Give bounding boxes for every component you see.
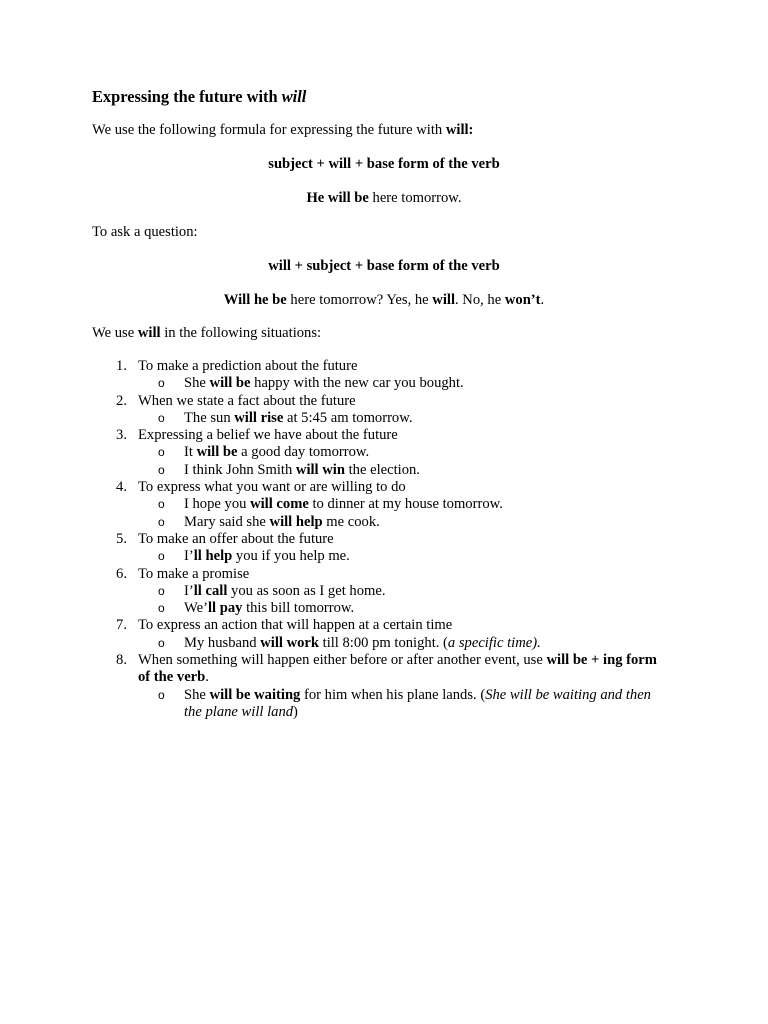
bullet-icon: o [158,445,165,460]
bullet-icon: o [158,462,165,477]
list-item [0,617,768,634]
example-sentence [0,410,768,427]
example-text-italic: a specific time). [447,634,541,651]
bullet-icon: o [158,687,165,702]
list-item-number: 3. [116,427,127,444]
list-item-label: To make a promise [138,565,250,582]
example-text [184,548,664,565]
example-sentence [0,514,768,531]
example-text [184,410,664,427]
example-text [184,444,664,461]
list-item-label: Expressing a belief we have about the future [138,427,398,444]
list-item-bold: will be + ing form of the verb [138,652,657,686]
situations-intro-t1: We use [92,325,138,341]
example-text-start: She [184,375,210,392]
example-text-start: We’ [184,600,208,617]
example-statement [0,190,768,207]
example-text-rest: the election. [344,461,420,478]
list-item-text [138,617,668,634]
list-item [0,652,768,687]
example-question-b1: Will he be [223,292,287,308]
example-text-start: I’ [184,548,194,565]
example-text-rest: a good day tomorrow. [237,444,370,461]
example-text [184,514,664,531]
question-intro: To ask a question: [92,224,198,240]
bullet-icon: o [158,410,165,425]
list-item-text [138,566,668,583]
example-text [184,496,664,513]
situations-intro [92,325,321,342]
bullet-icon: o [158,635,165,650]
list-item-number: 5. [116,530,127,547]
situations-intro-t2: in the following situations: [160,325,322,341]
example-sentence [0,600,768,617]
example-text [184,687,664,721]
list-item-label: To make an offer about the future [138,530,334,547]
list-item-number: 4. [116,479,127,496]
example-text-rest: till 8:00 pm tonight. ( [319,634,448,651]
list-item-text [138,358,668,375]
example-sentence [0,548,768,565]
example-text-bold: will win [295,461,345,478]
example-question-t1: here tomorrow? Yes, he [286,292,433,308]
example-text-start: She [184,686,210,703]
example-text-end: ) [293,703,298,720]
example-text-start: I hope you [184,496,251,513]
list-item-label: To make a prediction about the future [138,358,358,374]
example-text-start: The sun [184,409,235,426]
list-item [0,358,768,375]
example-text-italic: She will be waiting and then the plane will land [184,686,651,720]
example-text-bold: will be [196,444,238,461]
example-text-bold: ll pay [207,600,243,617]
example-text-start: My husband [184,634,261,651]
list-item-number: 1. [116,358,127,374]
list-item-text [138,427,668,444]
title-italic: will [281,87,307,106]
example-sentence [0,444,768,461]
example-text [184,462,664,479]
example-text-rest: at 5:45 am tomorrow. [283,409,413,426]
formula-question-text: will + subject + base form of the verb [268,258,500,274]
example-question [0,292,768,309]
intro-bold: will: [445,122,474,138]
example-text-bold: will be waiting [209,686,301,703]
example-statement-text: here tomorrow. [368,190,462,206]
example-text [184,635,664,652]
bullet-icon: o [158,514,165,529]
example-text-rest: you as soon as I get home. [227,582,386,599]
example-sentence [0,462,768,479]
title-text: Expressing the future with [92,87,282,106]
bullet-icon: o [158,601,165,616]
list-item-label: When we state a fact about the future [138,392,356,409]
list-item-end: . [205,669,209,686]
bullet-icon: o [158,376,165,391]
example-text-bold: will rise [234,409,284,426]
example-text [184,375,664,392]
list-item [0,479,768,496]
example-sentence [0,583,768,600]
list-item-label: When something will happen either before or after another event, use [138,652,547,669]
example-text-bold: will work [260,634,319,651]
intro-text: We use the following formula for expressing the future with [92,122,446,138]
formula-question [0,258,768,275]
list-item-label: To express an action that will happen at a certain time [138,617,453,634]
situations-intro-bold: will [137,325,161,341]
example-text-bold: ll help [193,548,233,565]
list-item [0,393,768,410]
list-item [0,566,768,583]
example-sentence [0,375,768,392]
list-item-number: 7. [116,617,127,634]
example-text-bold: ll call [193,582,228,599]
intro-paragraph [92,122,473,139]
bullet-icon: o [158,549,165,564]
formula-statement [0,156,768,173]
example-text-start: I think John Smith [184,461,296,478]
bullet-icon: o [158,583,165,598]
list-item-text [138,393,668,410]
example-sentence [0,635,768,652]
list-item-number: 2. [116,392,127,409]
page-title [92,87,306,106]
formula-statement-text: subject + will + base form of the verb [268,156,500,172]
example-text-start: Mary said she [184,513,270,530]
example-text-rest: for him when his plane lands. ( [300,686,486,703]
list-item-label: To express what you want or are willing to do [138,479,406,496]
example-text-bold: will help [269,513,323,530]
example-text-rest: me cook. [322,513,380,530]
list-item-number: 8. [116,652,127,669]
example-text-bold: will come [250,496,309,513]
example-text [184,600,664,617]
list-item [0,531,768,548]
example-sentence [0,687,768,722]
list-item-text [138,479,668,496]
example-question-b3: won’t [504,292,541,308]
example-text-bold: will be [209,375,251,392]
example-text-rest: this bill tomorrow. [242,600,355,617]
list-item-number: 6. [116,565,127,582]
list-item-text [138,531,668,548]
example-text-rest: to dinner at my house tomorrow. [308,496,503,513]
list-item-text [138,652,668,686]
list-item [0,427,768,444]
example-text-rest: happy with the new car you bought. [250,375,464,392]
situation-list [0,358,768,721]
example-question-b2: will [432,292,455,308]
bullet-icon: o [158,497,165,512]
example-sentence [0,496,768,513]
example-text-start: It [184,444,197,461]
example-text-rest: you if you help me. [232,548,350,565]
example-question-t3: . [540,292,545,308]
example-question-t2: . No, he [455,292,505,308]
example-statement-bold: He will be [306,190,369,206]
example-text-start: I’ [184,582,194,599]
example-text [184,583,664,600]
